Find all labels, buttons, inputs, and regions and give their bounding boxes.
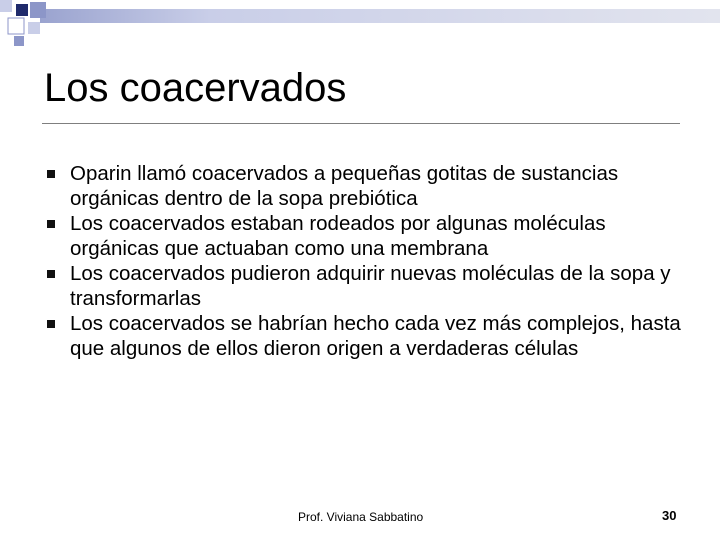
bullet-text: Los coacervados se habrían hecho cada vez más complejos, hasta que algunos de ellos dieron origen a verdaderas células [70, 312, 681, 360]
bullet-list [45, 161, 685, 361]
square-bullet-icon [47, 170, 55, 178]
page-number: 30 [662, 508, 677, 523]
bullet-item [45, 211, 685, 261]
bullet-item [45, 161, 685, 211]
bullet-text: Oparin llamó coacervados a pequeñas gotitas de sustancias orgánicas dentro de la sopa prebiótica [70, 162, 619, 210]
square-bullet-icon [47, 220, 55, 228]
title-underline [42, 123, 680, 124]
bullet-item [45, 311, 685, 361]
footer-author: Prof. Viviana Sabbatino [298, 510, 424, 524]
bullet-text: Los coacervados estaban rodeados por algunas moléculas orgánicas que actuaban como una membrana [70, 212, 606, 260]
square-bullet-icon [47, 270, 55, 278]
decorative-header-squares [0, 0, 720, 50]
bullet-text: Los coacervados pudieron adquirir nuevas moléculas de la sopa y transformarlas [70, 262, 671, 310]
square-bullet-icon [47, 320, 55, 328]
slide-title: Los coacervados [44, 66, 347, 110]
bullet-item [45, 261, 685, 311]
